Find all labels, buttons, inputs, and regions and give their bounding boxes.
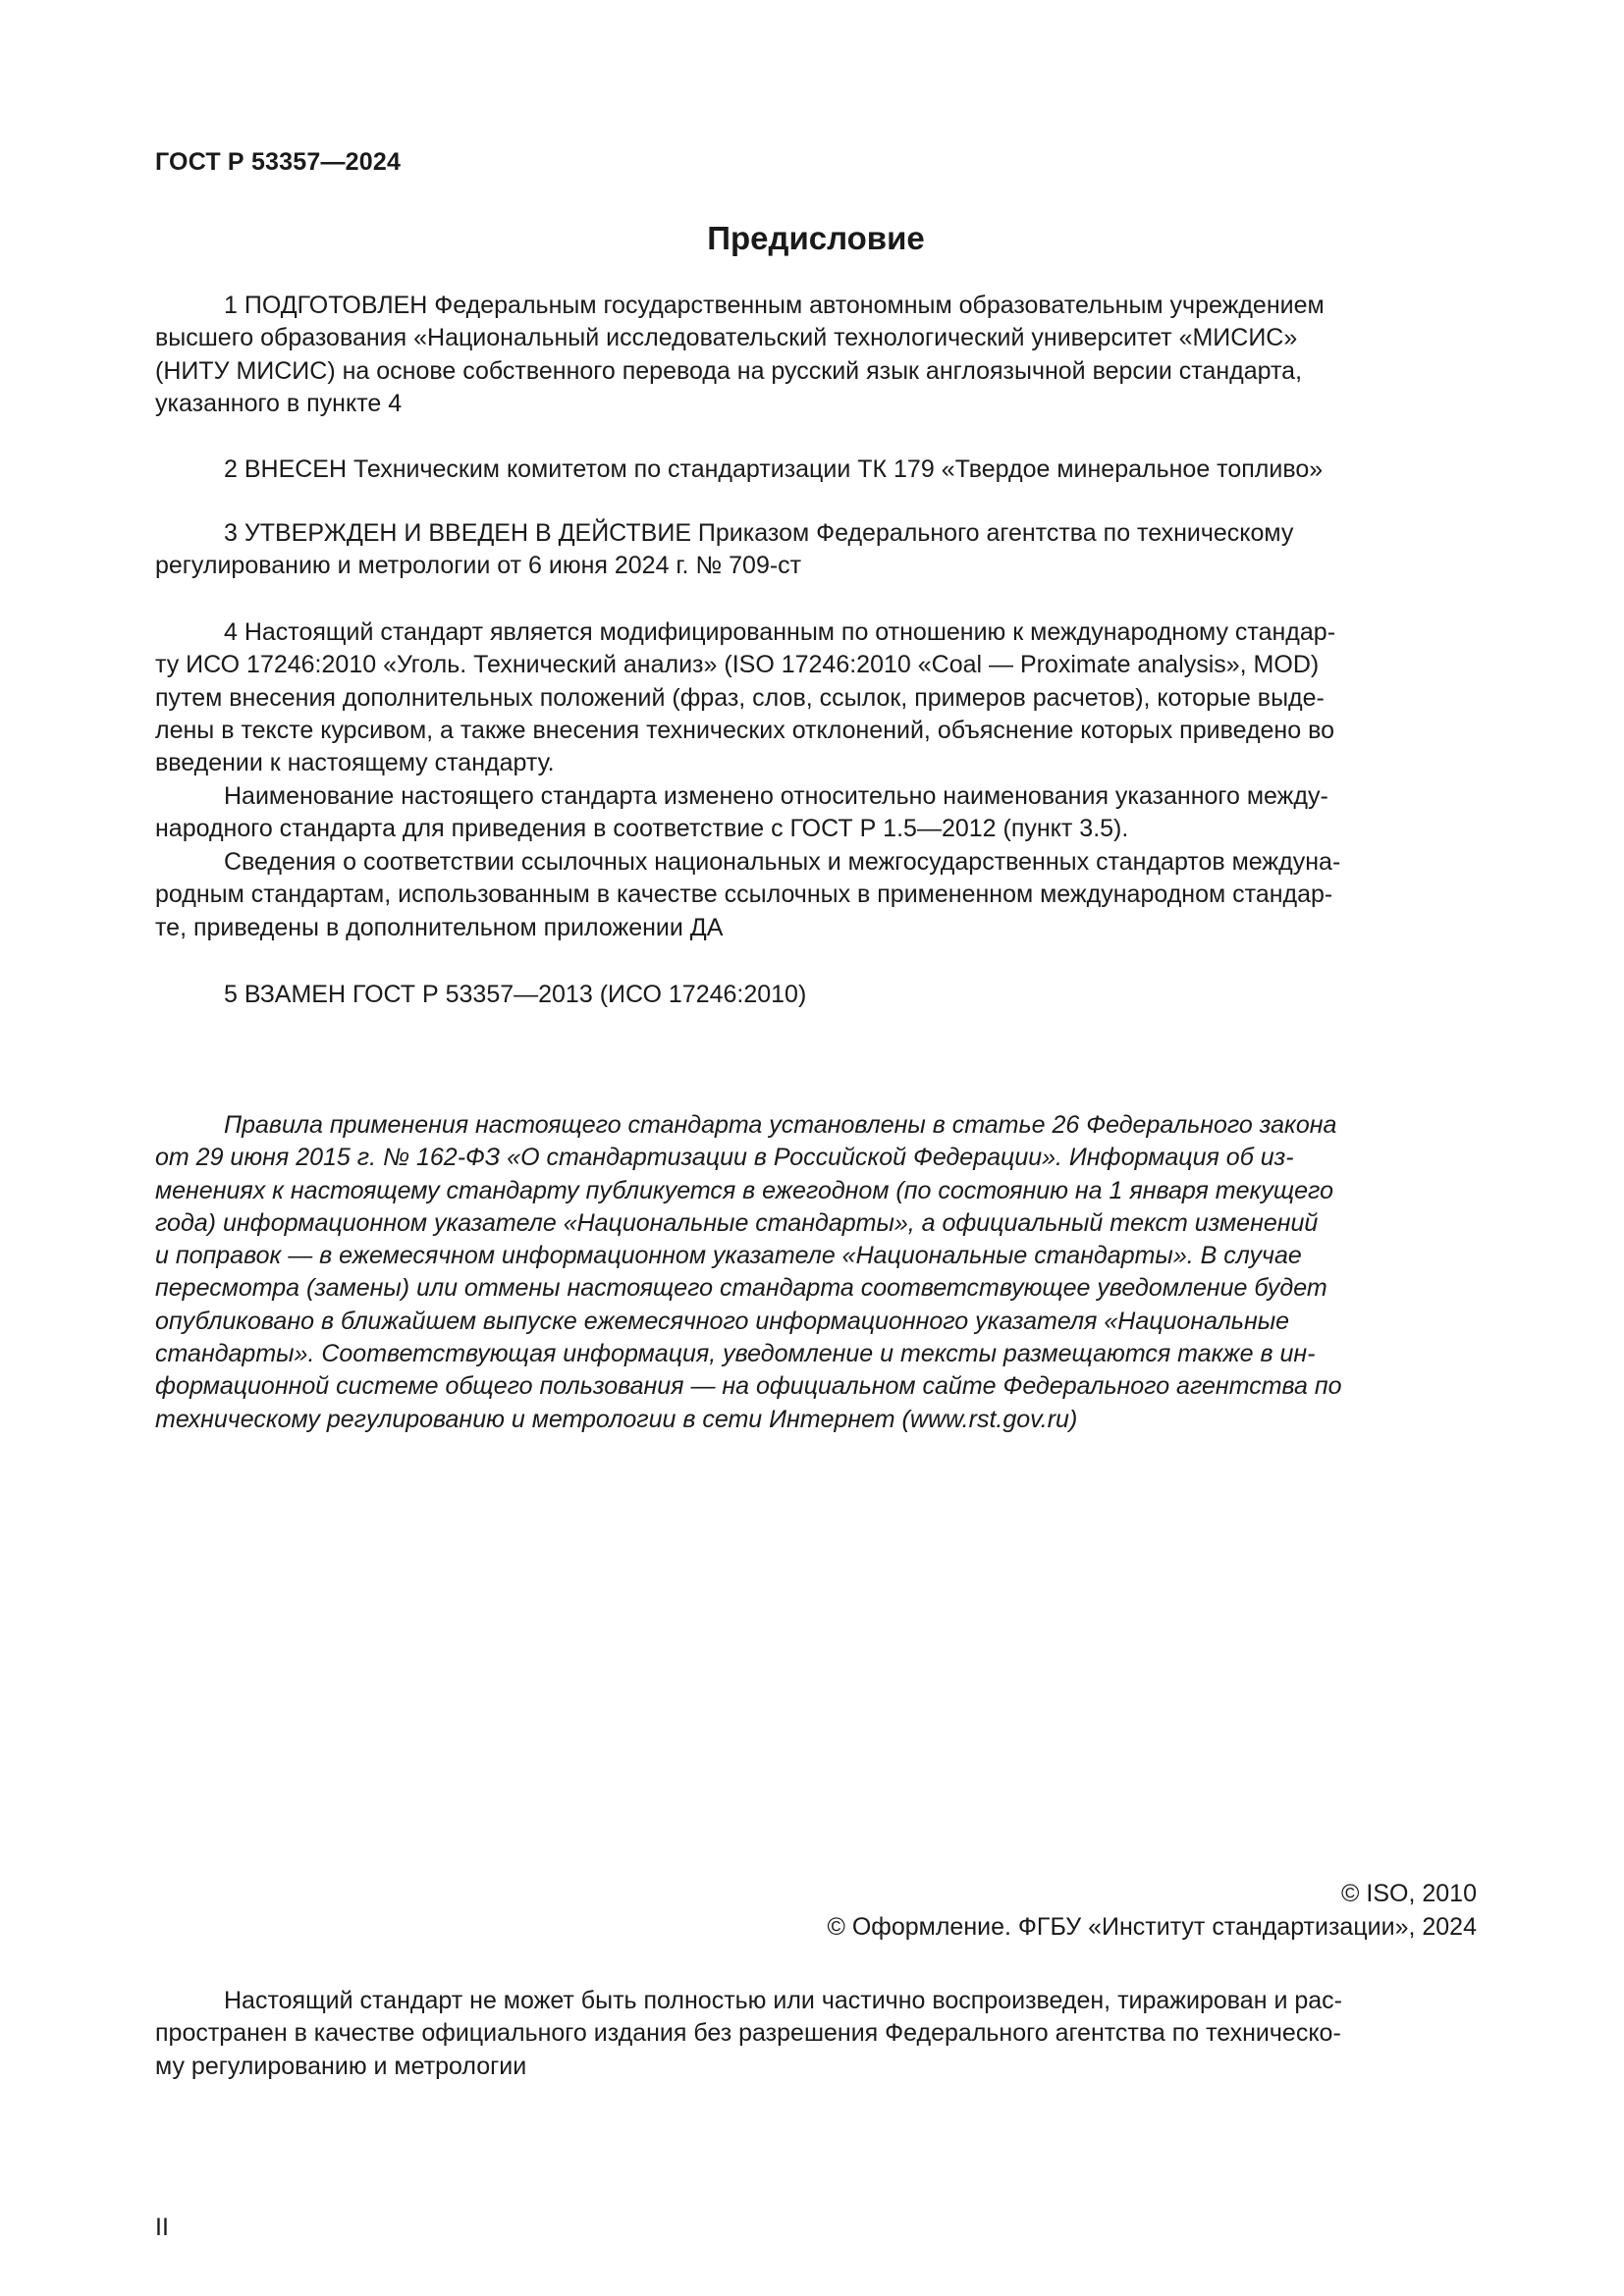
text-line: лены в тексте курсивом, а также внесения технических отклонений, объяснение которых приведено во — [155, 716, 1334, 744]
text-line: 5 ВЗАМЕН ГОСТ Р 53357—2013 (ИСО 17246:2010) — [224, 981, 807, 1008]
text-line: стандарты». Соответствующая информация, уведомление и тексты размещаются также в ин- — [155, 1340, 1316, 1368]
text-line: Настоящий стандарт не может быть полностью или частично воспроизведен, тиражирован и рас- — [224, 1987, 1342, 2014]
text-line: указанного в пункте 4 — [155, 389, 403, 417]
page-number: II — [155, 2214, 169, 2241]
text-line: введении к настоящему стандарту. — [155, 749, 555, 777]
text-line: пространен в качестве официального издания без разрешения Федерального агентства по техническо- — [155, 2019, 1341, 2048]
text-line: Правила применения настоящего стандарта установлены в статье 26 Федерального закона — [224, 1111, 1337, 1139]
text-line: техническому регулированию и метрологии в сети Интернет (www.rst.gov.ru) — [155, 1405, 1078, 1433]
text-line: Наименование настоящего стандарта изменено относительно наименования указанного между- — [224, 782, 1328, 810]
text-line: 4 Настоящий стандарт является модифицированным по отношению к международному стандар- — [224, 618, 1336, 646]
foreword-item-4-name-change — [155, 780, 1477, 846]
text-line: родным стандартам, использованным в качестве ссылочных в примененном международном стандар- — [155, 881, 1333, 909]
copyright-design: © Оформление. ФГБУ «Институт стандартизации», 2024 — [827, 1913, 1477, 1941]
text-line: му регулированию и метрологии — [155, 2052, 527, 2080]
text-line: Сведения о соответствии ссылочных национальных и межгосударственных стандартов междуна- — [224, 848, 1341, 876]
text-line: народного стандарта для приведения в соответствие с ГОСТ Р 1.5—2012 (пункт 3.5). — [155, 815, 1129, 843]
text-line: года) информационном указателе «Национальные стандарты», а официальный текст изменений — [155, 1208, 1319, 1237]
text-line: и поправок — в ежемесячном информационном указателе «Национальные стандарты». В случае — [155, 1242, 1302, 1270]
page-title: Предисловие — [707, 220, 925, 256]
text-line: 2 ВНЕСЕН Техническим комитетом по стандартизации ТК 179 «Твердое минеральное топливо» — [224, 455, 1324, 483]
foreword-item-4 — [155, 616, 1477, 779]
foreword-item-3 — [155, 517, 1477, 583]
text-line: пересмотра (замены) или отмены настоящего стандарта соответствующее уведомление будет — [155, 1274, 1327, 1303]
text-line: формационной системе общего пользования — на официальном сайте Федерального агентства по — [155, 1372, 1342, 1401]
rules-notice — [155, 1109, 1477, 1436]
foreword-item-1 — [155, 290, 1477, 420]
text-line: менениях к настоящему стандарту публикуется в ежегодном (по состоянию на 1 января текущего — [155, 1176, 1333, 1204]
text-line: опубликовано в ближайшем выпуске ежемесячного информационного указателя «Национальные — [155, 1307, 1290, 1335]
text-line: 3 УТВЕРЖДЕН И ВВЕДЕН В ДЕЙСТВИЕ Приказом Федерального агентства по техническому — [224, 519, 1294, 547]
text-line: (НИТУ МИСИС) на основе собственного перевода на русский язык англоязычной версии стандарта, — [155, 356, 1303, 385]
foreword-item-5 — [155, 979, 1477, 1011]
text-line: регулированию и метрологии от 6 июня 2024 г. № 709-ст — [155, 552, 802, 580]
foreword-item-2 — [155, 454, 1477, 486]
text-line: от 29 июня 2015 г. № 162-ФЗ «О стандартизации в Российской Федерации». Информация об из- — [155, 1144, 1294, 1172]
foreword-item-4-references — [155, 846, 1477, 944]
text-line: 1 ПОДГОТОВЛЕН Федеральным государственным автономным образовательным учреждением — [224, 292, 1325, 319]
text-line: те, приведены в дополнительном приложении ДА — [155, 913, 724, 941]
text-line: путем внесения дополнительных положений (фраз, слов, ссылок, примеров расчетов), которые выде- — [155, 683, 1325, 712]
text-line: ту ИСО 17246:2010 «Уголь. Технический анализ» (ISO 17246:2010 «Coal — Proximate analysis», MOD) — [155, 651, 1320, 679]
copyright-iso: © ISO, 2010 — [1341, 1880, 1477, 1907]
document-code: ГОСТ Р 53357—2024 — [155, 148, 402, 176]
reproduction-notice — [155, 1985, 1477, 2083]
text-line: высшего образования «Национальный исследовательский технологический университет «МИСИС» — [155, 324, 1298, 352]
